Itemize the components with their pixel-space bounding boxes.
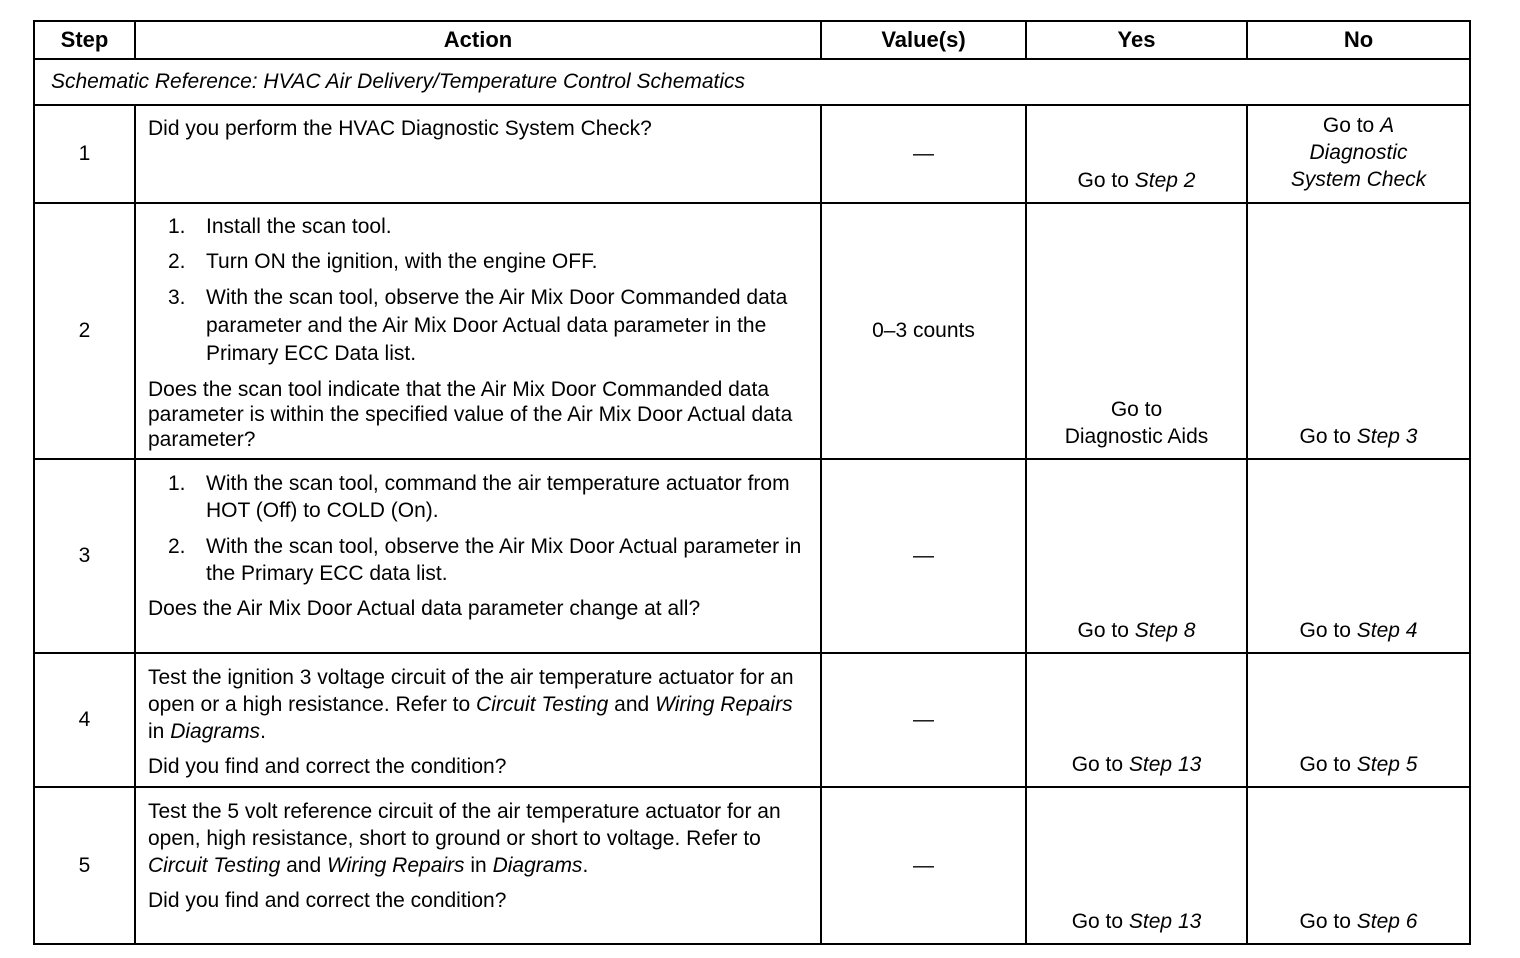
table-row (34, 459, 1470, 653)
no-cell (1247, 459, 1470, 653)
ref-circuit-testing: Circuit Testing (476, 693, 609, 716)
step-number: 3 (34, 459, 135, 653)
header-values: Value(s) (821, 21, 1026, 59)
no-target: Step 3 (1356, 425, 1418, 448)
schematic-reference: Schematic Reference: HVAC Air Delivery/Temperature Control Schematics (34, 59, 1470, 105)
header-no: No (1247, 21, 1470, 59)
table-row (34, 105, 1470, 203)
yes-target: Diagnostic Aids (1064, 425, 1209, 448)
no-cell (1247, 653, 1470, 787)
substep: 2. With the scan tool, observe the Air Mix Door Actual parameter in the Primary ECC data list. (168, 535, 802, 585)
no-prefix: Go to (1299, 910, 1351, 933)
no-prefix: Go to (1299, 753, 1351, 776)
ref-diagrams: Diagrams (170, 720, 261, 743)
action-question: Does the Air Mix Door Actual data parameter change at all? (148, 597, 701, 620)
value-cell: 0–3 counts (821, 203, 1026, 459)
action-cell (135, 787, 821, 944)
no-target: Step 6 (1356, 910, 1418, 933)
ref-wiring-repairs: Wiring Repairs (655, 693, 793, 716)
no-target-c: System Check (1290, 168, 1427, 191)
table-row (34, 203, 1470, 459)
table-row (34, 787, 1470, 944)
no-target-b: Diagnostic (1309, 141, 1408, 164)
yes-prefix: Go to (1077, 619, 1129, 642)
header-row (34, 21, 1470, 59)
step-number: 1 (34, 105, 135, 203)
substep: 1. Install the scan tool. (168, 215, 392, 238)
ref-diagrams: Diagrams (492, 854, 583, 877)
action-cell (135, 105, 821, 203)
diagnostic-table (33, 20, 1471, 945)
no-target-a: A (1380, 114, 1395, 137)
yes-target: Step 2 (1134, 169, 1196, 192)
substep: 2. Turn ON the ignition, with the engine OFF. (168, 250, 598, 273)
no-prefix: Go to (1322, 114, 1375, 137)
action-question: Does the scan tool indicate that the Air Mix Door Commanded data parameter is within the specified value of the Air Mix Door Actual data parameter? (148, 378, 793, 451)
substep: 1. With the scan tool, command the air temperature actuator from HOT (Off) to COLD (On). (168, 472, 790, 522)
yes-cell (1026, 203, 1247, 459)
no-target: Step 4 (1356, 619, 1418, 642)
yes-prefix: Go to (1071, 753, 1124, 776)
action-test: Test the 5 volt reference circuit of the air temperature actuator for an open, high resistance, short to ground or short to voltage. Refer to Circuit Testing and Wiring Repairs in Diagrams. (148, 800, 781, 877)
step-number: 4 (34, 653, 135, 787)
action-cell (135, 653, 821, 787)
substep-list (148, 470, 810, 587)
ref-circuit-testing: Circuit Testing (148, 854, 281, 877)
no-prefix: Go to (1299, 425, 1351, 448)
no-target: Step 5 (1356, 753, 1418, 776)
step-number: 2 (34, 203, 135, 459)
action-question: Did you perform the HVAC Diagnostic System Check? (148, 117, 652, 140)
action-cell (135, 459, 821, 653)
yes-target: Step 13 (1128, 910, 1202, 933)
no-cell (1247, 203, 1470, 459)
no-cell (1247, 787, 1470, 944)
value-cell: — (821, 459, 1026, 653)
header-yes: Yes (1026, 21, 1247, 59)
action-question: Did you find and correct the condition? (148, 889, 507, 912)
step-number: 5 (34, 787, 135, 944)
yes-cell (1026, 653, 1247, 787)
no-prefix: Go to (1299, 619, 1351, 642)
substep-list (148, 214, 810, 368)
ref-wiring-repairs: Wiring Repairs (327, 854, 465, 877)
action-question: Did you find and correct the condition? (148, 755, 507, 778)
yes-prefix: Go to (1077, 169, 1129, 192)
table-row (34, 653, 1470, 787)
yes-cell (1026, 787, 1247, 944)
yes-prefix: Go to (1071, 910, 1124, 933)
yes-target: Step 8 (1134, 619, 1196, 642)
value-cell: — (821, 653, 1026, 787)
value-cell: — (821, 105, 1026, 203)
schematic-reference-row (34, 59, 1470, 105)
action-test: Test the ignition 3 voltage circuit of the air temperature actuator for an open or a high resistance. Refer to Circuit Testing and Wiring Repairs in Diagrams. (148, 666, 794, 743)
value-cell: — (821, 787, 1026, 944)
header-step: Step (34, 21, 135, 59)
substep: 3. With the scan tool, observe the Air Mix Door Commanded data parameter and the Air Mix Door Actual data parameter in the Primary ECC Data list. (168, 286, 788, 365)
action-cell (135, 203, 821, 459)
yes-target: Step 13 (1128, 753, 1202, 776)
yes-cell (1026, 459, 1247, 653)
no-cell (1247, 105, 1470, 203)
yes-cell (1026, 105, 1247, 203)
header-action: Action (135, 21, 821, 59)
yes-prefix: Go to (1110, 398, 1163, 421)
